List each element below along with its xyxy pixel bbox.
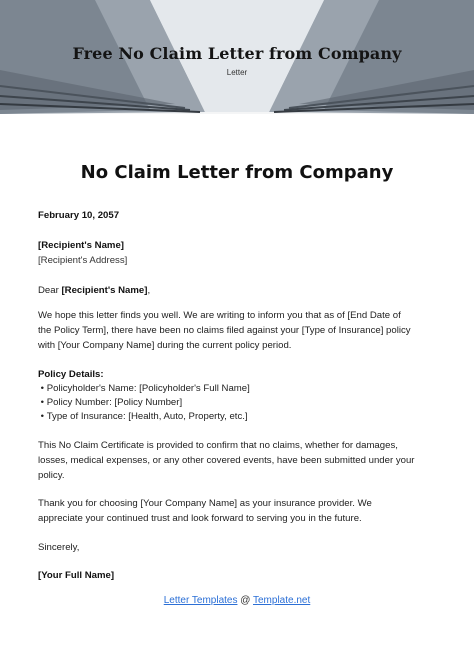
signature-name: [Your Full Name]	[38, 570, 115, 581]
policy-item-text: Policy Number: [Policy Number]	[46, 397, 183, 408]
policy-item: • Policyholder's Name: [Policyholder's Full Name]	[38, 383, 250, 394]
paragraph-3-line-1: Thank you for choosing [Your Company Name] as your insurance provider. We	[38, 498, 372, 509]
document-title: No Claim Letter from Company	[80, 162, 394, 183]
recipient-address: [Recipient's Address]	[38, 255, 128, 266]
header-banner	[0, 0, 474, 114]
closing: Sincerely,	[38, 542, 80, 553]
banner-subtitle: Letter	[226, 68, 248, 77]
salutation-name: [Recipient's Name]	[61, 285, 148, 296]
salutation-suffix: ,	[147, 285, 151, 296]
footer-separator: @	[237, 595, 253, 606]
paragraph-2-line-2: losses, medical expenses, or any other covered events, have been submitted under your	[38, 455, 415, 466]
policy-item: • Policy Number: [Policy Number]	[38, 397, 183, 408]
policy-item-text: Type of Insurance: [Health, Auto, Property, etc.]	[46, 411, 248, 422]
policy-item-text: Policyholder's Name: [Policyholder's Full Name]	[46, 383, 250, 394]
footer	[0, 595, 474, 606]
recipient-name: [Recipient's Name]	[38, 240, 124, 251]
paragraph-2-line-1: This No Claim Certificate is provided to confirm that no claims, whether for damages,	[38, 440, 398, 451]
letter-templates-link[interactable]: Letter Templates	[163, 595, 238, 606]
paragraph-3-line-2: appreciate your continued trust and look forward to serving you in the future.	[38, 513, 362, 524]
paragraph-2-line-3: policy.	[38, 470, 65, 481]
policy-item: • Type of Insurance: [Health, Auto, Property, etc.]	[38, 411, 248, 422]
paragraph-1-line-1: We hope this letter finds you well. We are writing to inform you that as of [End Date of	[38, 310, 401, 321]
paragraph-1-line-2: the Policy Term], there have been no claims filed against your [Type of Insurance] policy	[38, 325, 411, 336]
policy-details-heading: Policy Details:	[38, 369, 104, 380]
salutation	[38, 283, 150, 298]
letter-date: February 10, 2057	[38, 210, 120, 221]
salutation-prefix: Dear	[38, 285, 62, 296]
paragraph-1-line-3: with [Your Company Name] during the current policy period.	[38, 340, 292, 351]
template-net-link[interactable]: Template.net	[253, 595, 311, 606]
banner-title: Free No Claim Letter from Company	[72, 44, 402, 63]
